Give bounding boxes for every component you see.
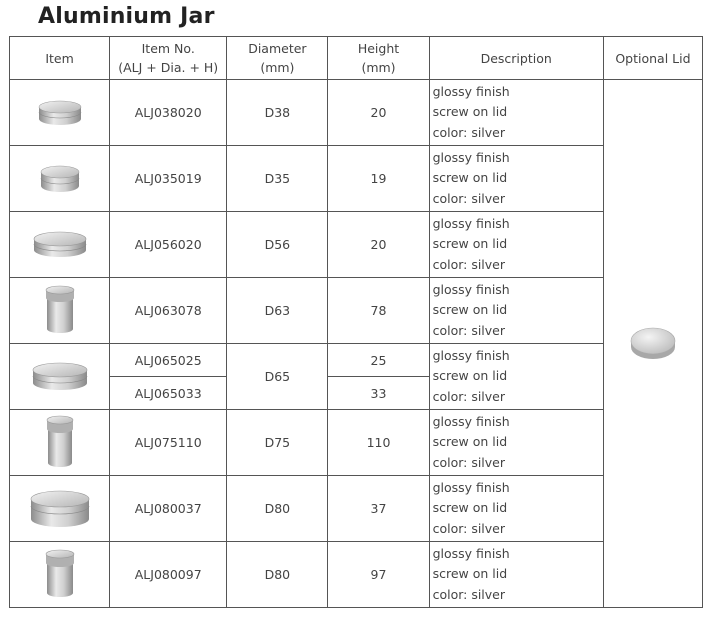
diameter-cell: D38 bbox=[227, 80, 328, 146]
table-row bbox=[10, 278, 703, 344]
height-cell: 20 bbox=[328, 212, 429, 278]
height-cell: 33 bbox=[328, 377, 429, 410]
tall-jar-image bbox=[43, 549, 77, 601]
diameter-cell: D63 bbox=[227, 278, 328, 344]
short-jar-image bbox=[28, 485, 92, 533]
header-optional-lid: Optional Lid bbox=[603, 37, 702, 80]
tall-jar-image bbox=[44, 415, 76, 471]
description-finish: glossy finish bbox=[432, 215, 510, 231]
description-lid: screw on lid bbox=[432, 368, 508, 384]
item-no-cell: ALJ035019 bbox=[110, 146, 227, 212]
table-row bbox=[10, 146, 703, 212]
header-height-line2: (mm) bbox=[361, 60, 396, 75]
description-finish: glossy finish bbox=[432, 413, 510, 429]
tall-jar-image bbox=[43, 285, 77, 337]
description-color: color: silver bbox=[432, 190, 506, 206]
header-item: Item bbox=[10, 37, 110, 80]
table-row bbox=[10, 476, 703, 542]
diameter-cell: D75 bbox=[227, 410, 328, 476]
table-row bbox=[10, 542, 703, 608]
item-image-cell bbox=[10, 542, 110, 608]
description-lid: screw on lid bbox=[432, 236, 508, 252]
short-jar-image bbox=[36, 160, 84, 198]
item-no-cell: ALJ063078 bbox=[110, 278, 227, 344]
description-color: color: silver bbox=[432, 520, 506, 536]
header-height-line1: Height bbox=[357, 41, 400, 56]
item-image-cell bbox=[10, 410, 110, 476]
description-cell bbox=[429, 410, 603, 476]
description-color: color: silver bbox=[432, 124, 506, 140]
description-color: color: silver bbox=[432, 388, 506, 404]
description-cell bbox=[429, 212, 603, 278]
height-cell: 110 bbox=[328, 410, 429, 476]
height-cell: 19 bbox=[328, 146, 429, 212]
header-item-no bbox=[110, 37, 227, 80]
short-jar-image bbox=[31, 227, 89, 263]
description-lid: screw on lid bbox=[432, 566, 508, 582]
header-diameter bbox=[227, 37, 328, 80]
description-color: color: silver bbox=[432, 256, 506, 272]
description-cell bbox=[429, 476, 603, 542]
header-description: Description bbox=[429, 37, 603, 80]
table-row bbox=[10, 212, 703, 278]
item-image-cell bbox=[10, 278, 110, 344]
table-header-row bbox=[10, 37, 703, 80]
description-lid: screw on lid bbox=[432, 104, 508, 120]
height-cell: 78 bbox=[328, 278, 429, 344]
item-image-cell bbox=[10, 344, 110, 410]
height-cell: 97 bbox=[328, 542, 429, 608]
header-diameter-line2: (mm) bbox=[260, 60, 295, 75]
description-lid: screw on lid bbox=[432, 434, 508, 450]
table-row bbox=[10, 80, 703, 146]
header-item-no-line1: Item No. bbox=[141, 41, 195, 56]
description-finish: glossy finish bbox=[432, 347, 510, 363]
item-image-cell bbox=[10, 476, 110, 542]
item-no-cell: ALJ075110 bbox=[110, 410, 227, 476]
item-image-cell bbox=[10, 212, 110, 278]
height-cell: 25 bbox=[328, 344, 429, 377]
diameter-cell: D56 bbox=[227, 212, 328, 278]
description-finish: glossy finish bbox=[432, 545, 510, 561]
description-finish: glossy finish bbox=[432, 281, 510, 297]
height-cell: 37 bbox=[328, 476, 429, 542]
description-lid: screw on lid bbox=[432, 500, 508, 516]
description-cell bbox=[429, 278, 603, 344]
description-lid: screw on lid bbox=[432, 170, 508, 186]
diameter-cell: D65 bbox=[227, 344, 328, 410]
item-no-cell: ALJ056020 bbox=[110, 212, 227, 278]
description-cell bbox=[429, 344, 603, 410]
description-color: color: silver bbox=[432, 454, 506, 470]
item-no-cell: ALJ080037 bbox=[110, 476, 227, 542]
description-cell bbox=[429, 542, 603, 608]
description-cell bbox=[429, 80, 603, 146]
description-lid: screw on lid bbox=[432, 302, 508, 318]
diameter-cell: D80 bbox=[227, 542, 328, 608]
description-finish: glossy finish bbox=[432, 83, 510, 99]
table-row bbox=[10, 344, 703, 377]
item-image-cell bbox=[10, 80, 110, 146]
product-spec-table bbox=[9, 36, 703, 608]
height-cell: 20 bbox=[328, 80, 429, 146]
item-no-cell: ALJ065025 bbox=[110, 344, 227, 377]
diameter-cell: D80 bbox=[227, 476, 328, 542]
description-finish: glossy finish bbox=[432, 479, 510, 495]
description-cell bbox=[429, 146, 603, 212]
item-no-cell: ALJ038020 bbox=[110, 80, 227, 146]
header-item-no-line2: (ALJ + Dia. + H) bbox=[118, 60, 219, 75]
table-row bbox=[10, 410, 703, 476]
description-color: color: silver bbox=[432, 322, 506, 338]
diameter-cell: D35 bbox=[227, 146, 328, 212]
description-finish: glossy finish bbox=[432, 149, 510, 165]
short-jar-image bbox=[35, 95, 85, 131]
optional-lid-cell bbox=[603, 80, 702, 608]
description-color: color: silver bbox=[432, 586, 506, 602]
optional-lid-image bbox=[628, 324, 678, 364]
short-jar-image bbox=[30, 358, 90, 396]
header-height bbox=[328, 37, 429, 80]
item-no-cell: ALJ065033 bbox=[110, 377, 227, 410]
item-no-cell: ALJ080097 bbox=[110, 542, 227, 608]
item-image-cell bbox=[10, 146, 110, 212]
page-title: Aluminium Jar bbox=[38, 4, 215, 29]
header-diameter-line1: Diameter bbox=[248, 41, 307, 56]
